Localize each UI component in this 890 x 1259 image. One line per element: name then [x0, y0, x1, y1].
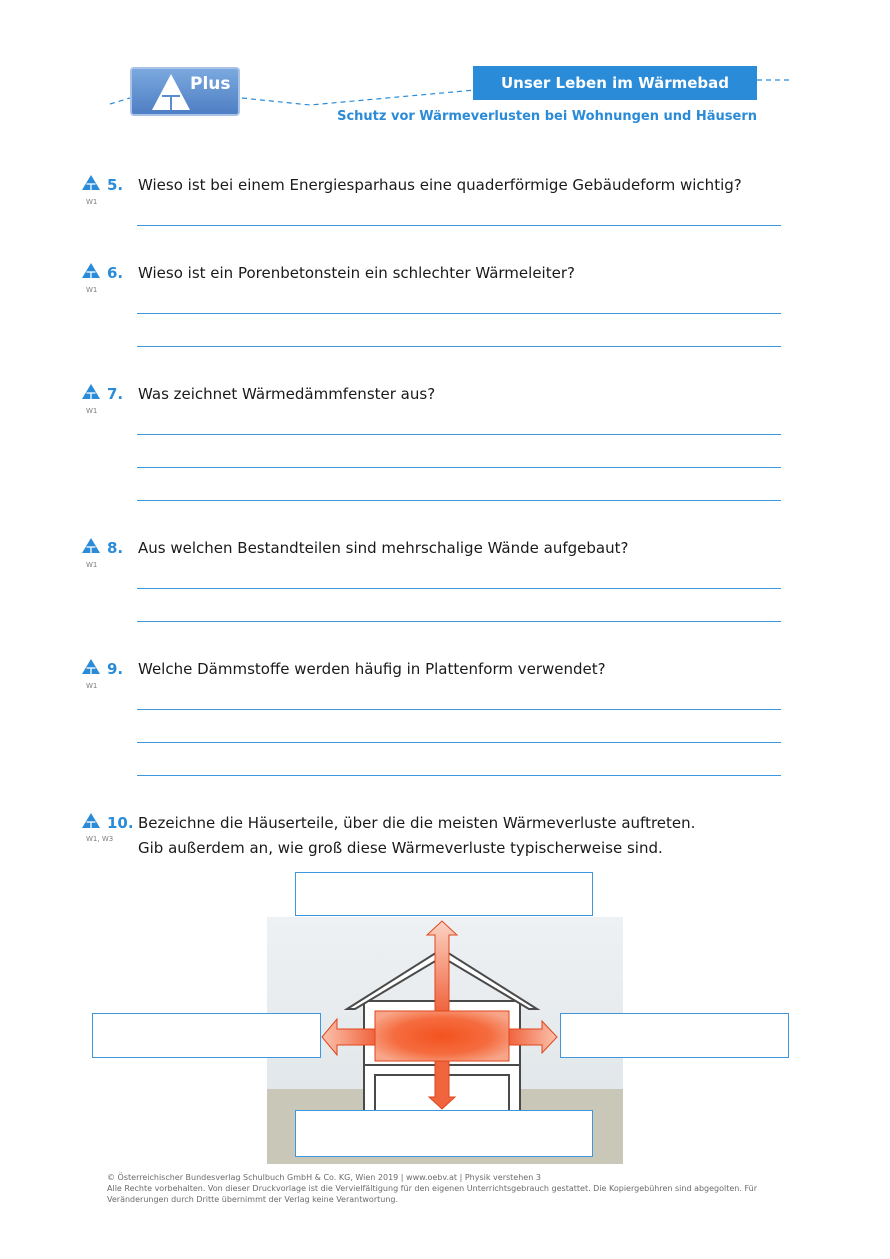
pyramid-icon [82, 538, 100, 553]
task-question: Wieso ist ein Porenbetonstein ein schlechter Wärmeleiter? [138, 264, 575, 282]
copyright-footer [107, 1172, 767, 1205]
pyramid-icon [82, 813, 100, 828]
footer-line-1: © Österreichischer Bundesverlag Schulbuch GmbH & Co. KG, Wien 2019 | www.oebv.at | Physik verstehen 3 [107, 1173, 541, 1182]
answer-line[interactable] [137, 709, 781, 710]
footer-line-2: Alle Rechte vorbehalten. Von dieser Druckvorlage ist die Vervielfältigung für den eigenen Unterrichtsgebrauch gestattet. Die Kopiergebühren sind abgegolten. Für Veränderungen durch Dritte übernimmt der Verlag keine Verantwortung. [107, 1184, 757, 1204]
answer-line[interactable] [137, 225, 781, 226]
pyramid-logo-icon [150, 72, 192, 112]
logo-text: Plus [190, 74, 231, 94]
competence-label: W1, W3 [86, 835, 114, 843]
answer-box-roof[interactable] [295, 872, 593, 916]
task-question: Was zeichnet Wärmedämmfenster aus? [138, 385, 436, 403]
task-number: 5. [107, 176, 124, 194]
heat-source [375, 1011, 509, 1061]
worksheet-title: Unser Leben im Wärmebad [473, 66, 757, 100]
answer-line[interactable] [137, 434, 781, 435]
answer-line[interactable] [137, 775, 781, 776]
task-number: 9. [107, 660, 124, 678]
competence-label: W1 [86, 407, 98, 415]
answer-line[interactable] [137, 621, 781, 622]
competence-label: W1 [86, 682, 98, 690]
task-question: Bezeichne die Häuserteile, über die die meisten Wärmeverluste auftreten. [138, 814, 696, 832]
competence-label: W1 [86, 561, 98, 569]
answer-box-right[interactable] [560, 1013, 789, 1058]
answer-box-left[interactable] [92, 1013, 321, 1058]
answer-line[interactable] [137, 500, 781, 501]
answer-line[interactable] [137, 467, 781, 468]
answer-line[interactable] [137, 313, 781, 314]
task-number: 8. [107, 539, 124, 557]
task-question: Aus welchen Bestandteilen sind mehrschalige Wände aufgebaut? [138, 539, 629, 557]
worksheet-subtitle: Schutz vor Wärmeverlusten bei Wohnungen und Häusern [337, 109, 757, 124]
pyramid-icon [82, 659, 100, 674]
answer-line[interactable] [137, 346, 781, 347]
answer-line[interactable] [137, 588, 781, 589]
task-question: Wieso ist bei einem Energiesparhaus eine quaderförmige Gebäudeform wichtig? [138, 176, 742, 194]
answer-box-floor[interactable] [295, 1110, 593, 1157]
competence-label: W1 [86, 198, 98, 206]
task-number: 6. [107, 264, 124, 282]
competence-label: W1 [86, 286, 98, 294]
pyramid-icon [82, 263, 100, 278]
pyramid-icon [82, 384, 100, 399]
answer-line[interactable] [137, 742, 781, 743]
task-question: Welche Dämmstoffe werden häufig in Plattenform verwendet? [138, 660, 606, 678]
pyramid-icon [82, 175, 100, 190]
task-question-line2: Gib außerdem an, wie groß diese Wärmeverluste typischerweise sind. [138, 839, 663, 857]
task-number: 10. [107, 814, 134, 832]
task-number: 7. [107, 385, 124, 403]
